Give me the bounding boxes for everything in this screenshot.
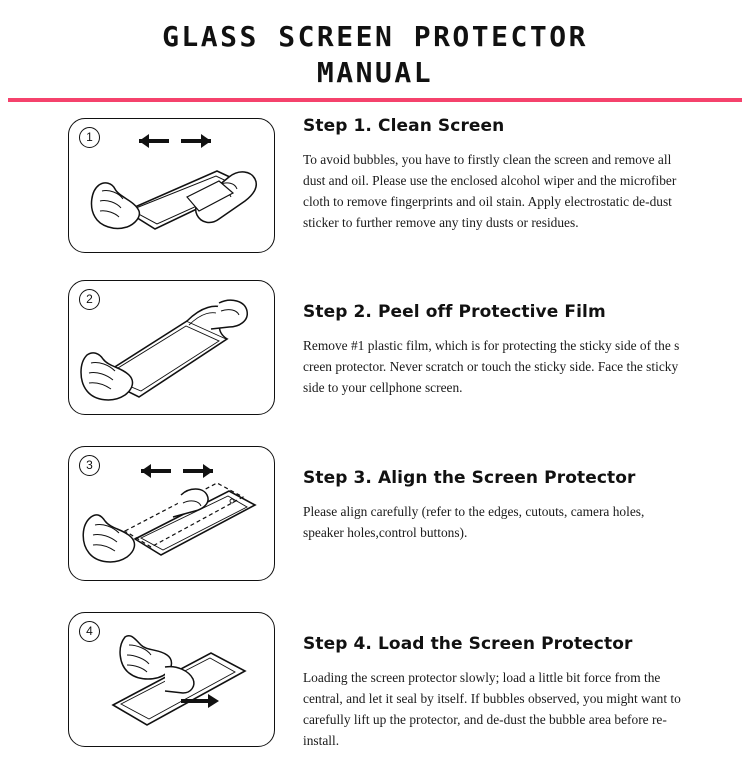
- step-4-title: Step 4. Load the Screen Protector: [303, 634, 633, 655]
- header-divider: [8, 98, 742, 102]
- step-2-illustration: [68, 280, 275, 415]
- step-2-text: [303, 302, 740, 398]
- step-item: [0, 276, 750, 442]
- step-3-number-badge: 3: [79, 455, 100, 476]
- step-1-body: To avoid bubbles, you have to firstly clean the screen and remove all dust and oil. Please use the enclosed alcohol wiper and the microfiber cloth to remove fingerprints and oil stain. Apply electrostatic de-dust sticker to further remove any tiny dusts or residues.: [303, 152, 677, 230]
- page-title-line-2: MANUAL: [316, 55, 434, 89]
- step-4-number-badge: 4: [79, 621, 100, 642]
- hand-peeling-film-icon: [69, 281, 275, 415]
- page-title-line-1: GLASS SCREEN PROTECTOR: [162, 20, 588, 53]
- hand-wiping-phone-screen-icon: [69, 119, 275, 253]
- step-item: [0, 110, 750, 276]
- step-4-illustration: [68, 612, 275, 747]
- step-3-body: Please align carefully (refer to the edges, cutouts, camera holes, speaker holes,control buttons).: [303, 504, 645, 541]
- steps-list: [0, 110, 750, 774]
- document-header: [0, 0, 750, 102]
- step-1-illustration: [68, 118, 275, 253]
- hand-aligning-protector-icon: [69, 447, 275, 581]
- step-item: [0, 442, 750, 608]
- step-3-text: [303, 468, 740, 544]
- step-1-text: [303, 116, 740, 233]
- step-1-number-badge: 1: [79, 127, 100, 148]
- step-3-title: Step 3. Align the Screen Protector: [303, 468, 636, 489]
- step-3-illustration: [68, 446, 275, 581]
- step-item: [0, 608, 750, 774]
- step-2-title: Step 2. Peel off Protective Film: [303, 302, 606, 323]
- step-4-body: Loading the screen protector slowly; load a little bit force from the central, and let it seal by itself. If bubbles observed, you might want to carefully lift up the protector, and de-dust the bubble area before re-install.: [303, 670, 681, 748]
- step-1-title: Step 1. Clean Screen: [303, 116, 505, 137]
- step-4-text: [303, 634, 740, 751]
- step-2-number-badge: 2: [79, 289, 100, 310]
- step-2-body: Remove #1 plastic film, which is for protecting the sticky side of the s creen protector. Never scratch or touch the sticky side. Face the sticky side to your cellphone screen.: [303, 338, 680, 395]
- finger-pressing-center-icon: [69, 613, 275, 747]
